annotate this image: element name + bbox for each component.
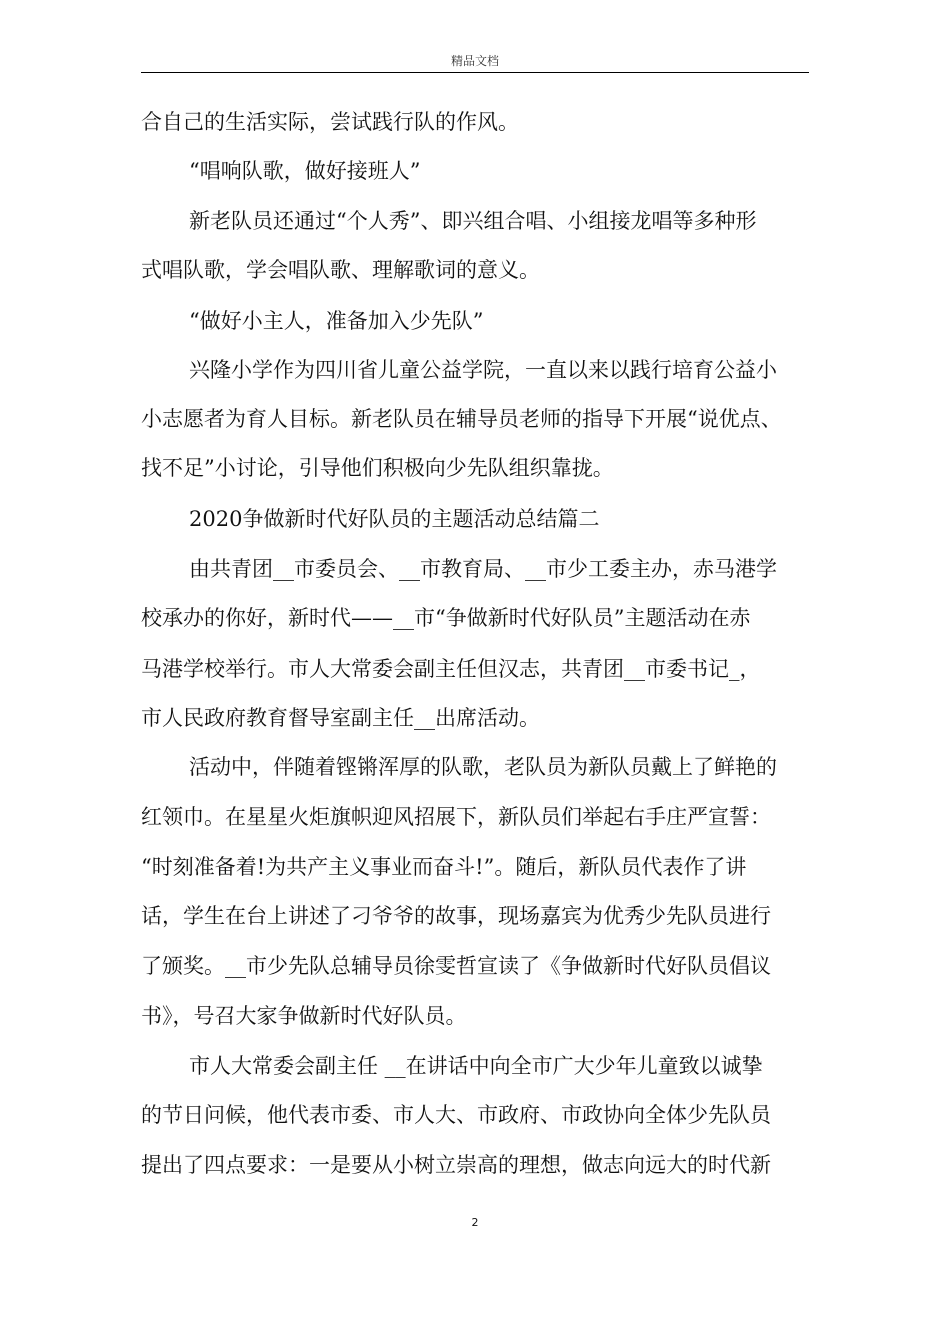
page-header: 精品文档 — [450, 54, 499, 68]
text-line: 市人民政府教育督导室副主任__出席活动。 — [141, 706, 540, 730]
section-subtitle: “做好小主人，准备加入少先队” — [189, 309, 484, 333]
text-line: 新老队员还通过“个人秀”、即兴组合唱、小组接龙唱等多种形 — [189, 209, 757, 233]
section-subtitle: “唱响队歌，做好接班人” — [189, 159, 421, 183]
text-line: 小志愿者为育人目标。新老队员在辅导员老师的指导下开展“说优点、 — [141, 407, 782, 431]
text-line: “时刻准备着!为共产主义事业而奋斗!”。随后，新队员代表作了讲 — [141, 855, 747, 879]
text-line: 找不足”小讨论，引导他们积极向少先队组织靠拢。 — [141, 456, 614, 480]
text-line: 式唱队歌，学会唱队歌、理解歌词的意义。 — [141, 258, 540, 282]
text-line: 兴隆小学作为四川省儿童公益学院，一直以来以践行培育公益小 — [189, 358, 777, 382]
text-line: 合自己的生活实际，尝试践行队的作风。 — [141, 110, 519, 134]
text-line: 活动中，伴随着铿锵浑厚的队歌，老队员为新队员戴上了鲜艳的 — [189, 755, 777, 779]
section-heading: 2020争做新时代好队员的主题活动总结篇二 — [189, 507, 600, 531]
text-line: 由共青团__市委员会、__市教育局、__市少工委主办，赤马港学 — [189, 557, 777, 581]
text-line: 了颁奖。__市少先队总辅导员徐雯哲宣读了《争做新时代好队员倡议 — [141, 954, 771, 978]
header-divider — [141, 72, 809, 73]
text-line: 红领巾。在星星火炬旗帜迎风招展下，新队员们举起右手庄严宣誓： — [141, 805, 771, 829]
text-line: 书》，号召大家争做新时代好队员。 — [141, 1004, 467, 1028]
text-line: 的节日问候，他代表市委、市人大、市政府、市政协向全体少先队员 — [141, 1103, 771, 1127]
page-number: 2 — [471, 1216, 479, 1229]
text-line: 话，学生在台上讲述了刁爷爷的故事，现场嘉宾为优秀少先队员进行 — [141, 904, 771, 928]
text-line: 马港学校举行。市人大常委会副主任但汉志，共青团__市委书记_， — [141, 657, 761, 681]
text-line: 市人大常委会副主任 __在讲话中向全市广大少年儿童致以诚挚 — [189, 1054, 763, 1078]
text-line: 提出了四点要求：一是要从小树立崇高的理想，做志向远大的时代新 — [141, 1153, 771, 1177]
text-line: 校承办的你好，新时代——__市“争做新时代好队员”主题活动在赤 — [141, 606, 751, 630]
